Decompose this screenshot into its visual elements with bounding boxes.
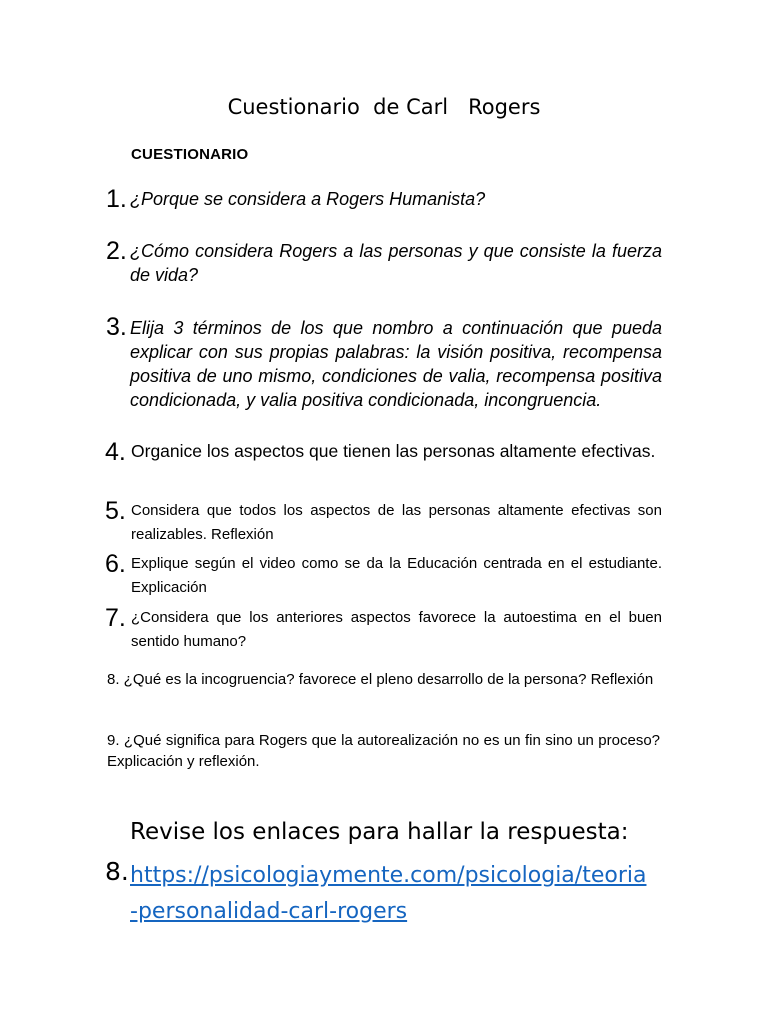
question-8: 8. ¿Qué es la incogruencia? favorece el pleno desarrollo de la persona? Reflexión	[107, 671, 654, 688]
document-title: Cuestionario de Carl Rogers	[227, 95, 541, 119]
question-9: 9. ¿Qué significa para Rogers que la autorealización no es un fin sino un proceso? Explicación y reflexión.	[107, 732, 660, 770]
question-number: 6.	[105, 550, 126, 578]
question-text: ¿Porque se considera a Rogers Humanista?	[130, 189, 486, 209]
question-number: 3.	[106, 313, 127, 341]
question-text: Considera que todos los aspectos de las personas altamente efectivas son realizables. Reflexión	[131, 502, 662, 543]
question-text: Explique según el video como se da la Educación centrada en el estudiante. Explicación	[131, 555, 662, 596]
question-number: 4.	[105, 438, 126, 466]
question-text: Organice los aspectos que tienen las personas altamente efectivas.	[131, 441, 656, 461]
question-number: 7.	[105, 604, 126, 632]
section-heading: CUESTIONARIO	[131, 146, 249, 163]
reference-link[interactable]: https://psicologiaymente.com/psicologia/teoria-personalidad-carl-rogers	[130, 863, 647, 924]
question-text: ¿Cómo considera Rogers a las personas y que consiste la fuerza de vida?	[130, 241, 662, 285]
question-number: 5.	[105, 497, 126, 525]
question-number: 1.	[106, 185, 127, 213]
links-intro: Revise los enlaces para hallar la respuesta:	[130, 819, 629, 845]
question-number: 2.	[106, 237, 127, 265]
question-text: Elija 3 términos de los que nombro a continuación que pueda explicar con sus propias palabras: la visión positiva, recompensa positiva de uno mismo, condiciones de valia, recompensa positiva condicionada, y valia positiva condicionada, incongruencia.	[130, 318, 662, 410]
link-number: 8.	[105, 857, 129, 886]
question-text: ¿Considera que los anteriores aspectos favorece la autoestima en el buen sentido humano?	[131, 609, 662, 650]
